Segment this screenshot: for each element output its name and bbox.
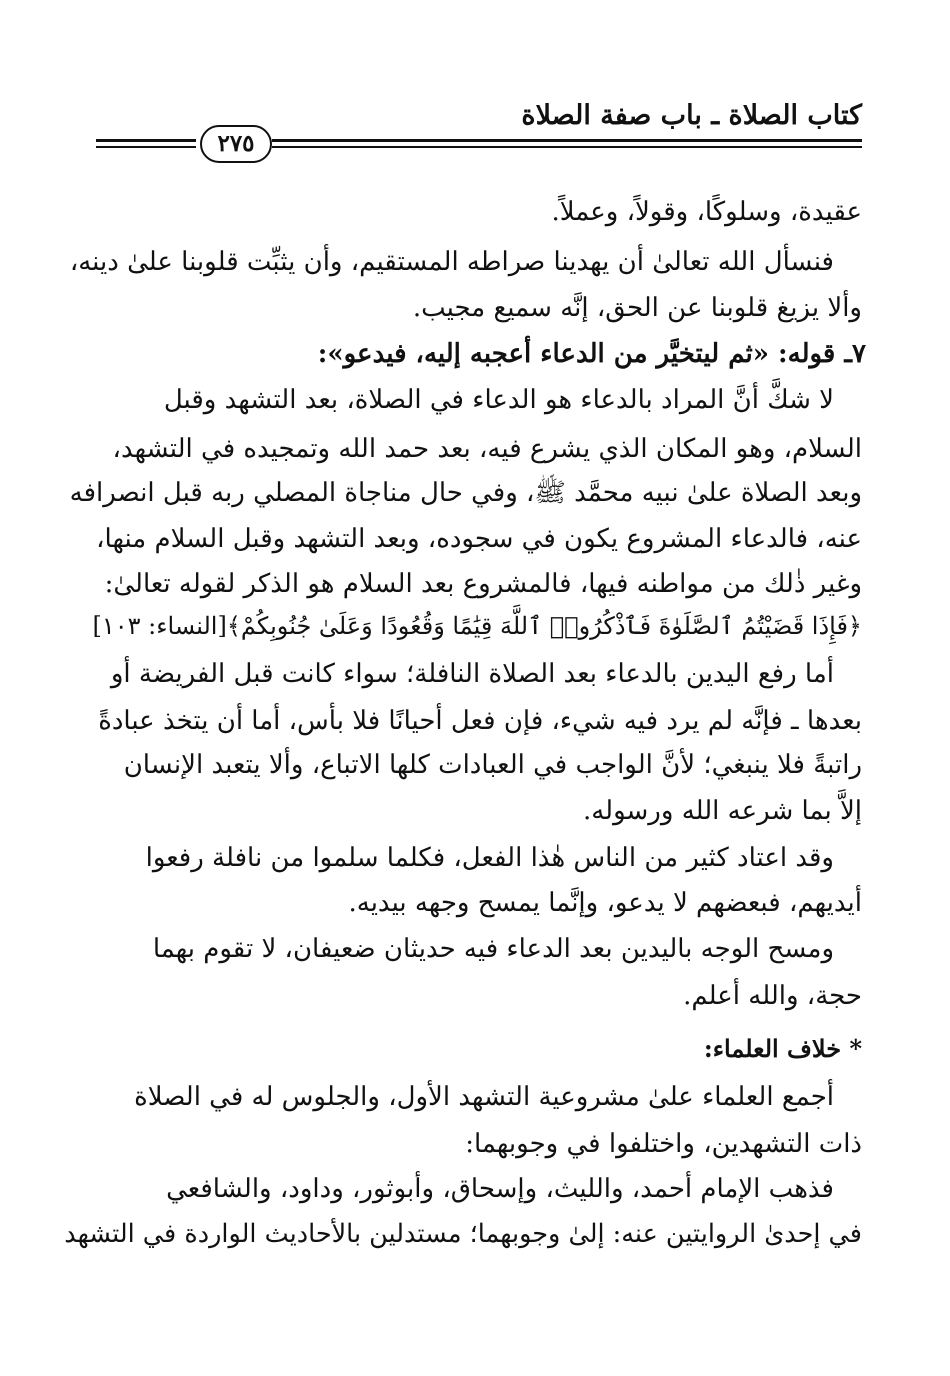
text-line: ومسح الوجه باليدين بعد الدعاء فيه حديثان ضعيفان، لا تقوم بهما <box>152 934 834 964</box>
text-line: لا شكَّ أنَّ المراد بالدعاء هو الدعاء في الصلاة، بعد التشهد وقبل <box>163 385 834 415</box>
header-rule-right-thin <box>272 146 862 148</box>
text-line: فنسأل الله تعالىٰ أن يهدينا صراطه المستقيم، وأن يثبِّت قلوبنا علىٰ دينه، <box>69 247 834 277</box>
text-line: حجة، والله أعلم. <box>683 981 862 1011</box>
text-line: وقد اعتاد كثير من الناس هٰذا الفعل، فكلما سلموا من نافلة رفعوا <box>145 843 834 873</box>
header-rule-left-thin <box>96 146 196 148</box>
text-line: أيديهم، فبعضهم لا يدعو، وإنَّما يمسح وجهه بيديه. <box>348 888 862 918</box>
text-line: وبعد الصلاة علىٰ نبيه محمَّد ﷺ، وفي حال مناجاة المصلي ربه قبل انصرافه <box>69 478 862 508</box>
section-heading-7: ٧ـ قوله: «ثم ليتخيَّر من الدعاء أعجبه إليه، فيدعو»: <box>317 339 866 369</box>
running-header: كتاب الصلاة ـ باب صفة الصلاة <box>521 100 862 131</box>
text-line: بعدها ـ فإنَّه لم يرد فيه شيء، فإن فعل أحيانًا فلا بأس، أما أن يتخذ عبادةً <box>98 706 862 736</box>
scholars-disagreement-heading: * خلاف العلماء: <box>703 1034 862 1063</box>
header-rule-right <box>272 139 862 142</box>
text-line: راتبةً فلا ينبغي؛ لأنَّ الواجب في العبادات كلها الاتباع، وألا يتعبد الإنسان <box>123 750 862 780</box>
quran-verse: ﴿فَإِذَا قَضَيْتُمُ ٱلصَّلَوٰةَ فَٱذْكُرُوا۟ ٱللَّهَ قِيَٰمًا وَقُعُودًا وَعَلَىٰ جُنُوبِكُمْ﴾[النساء: ١٠٣] <box>92 612 862 640</box>
text-line: السلام، وهو المكان الذي يشرع فيه، بعد حمد الله وتمجيده في التشهد، <box>112 434 862 464</box>
page-number: ٢٧٥ <box>200 125 272 163</box>
header-rule-left <box>96 139 196 142</box>
text-line: إلاَّ بما شرعه الله ورسوله. <box>582 796 862 826</box>
text-line: أجمع العلماء علىٰ مشروعية التشهد الأول، والجلوس له في الصلاة <box>134 1082 834 1112</box>
text-line: عنه، فالدعاء المشروع يكون في سجوده، وبعد التشهد وقبل السلام منها، <box>96 524 862 554</box>
text-line: عقيدة، وسلوكًا، وقولاً، وعملاً. <box>551 197 862 227</box>
text-line: أما رفع اليدين بالدعاء بعد الصلاة النافلة؛ سواء كانت قبل الفريضة أو <box>110 659 834 689</box>
text-line: ذات التشهدين، واختلفوا في وجوبهما: <box>465 1129 862 1159</box>
text-line: في إحدىٰ الروايتين عنه: إلىٰ وجوبهما؛ مستدلين بالأحاديث الواردة في التشهد <box>64 1219 862 1249</box>
text-line: وغير ذٰلك من مواطنه فيها، فالمشروع بعد السلام هو الذكر لقوله تعالىٰ: <box>104 569 862 599</box>
text-line: فذهب الإمام أحمد، والليث، وإسحاق، وأبوثور، وداود، والشافعي <box>166 1174 834 1204</box>
text-line: وألا يزيغ قلوبنا عن الحق، إنَّه سميع مجيب. <box>412 293 862 323</box>
